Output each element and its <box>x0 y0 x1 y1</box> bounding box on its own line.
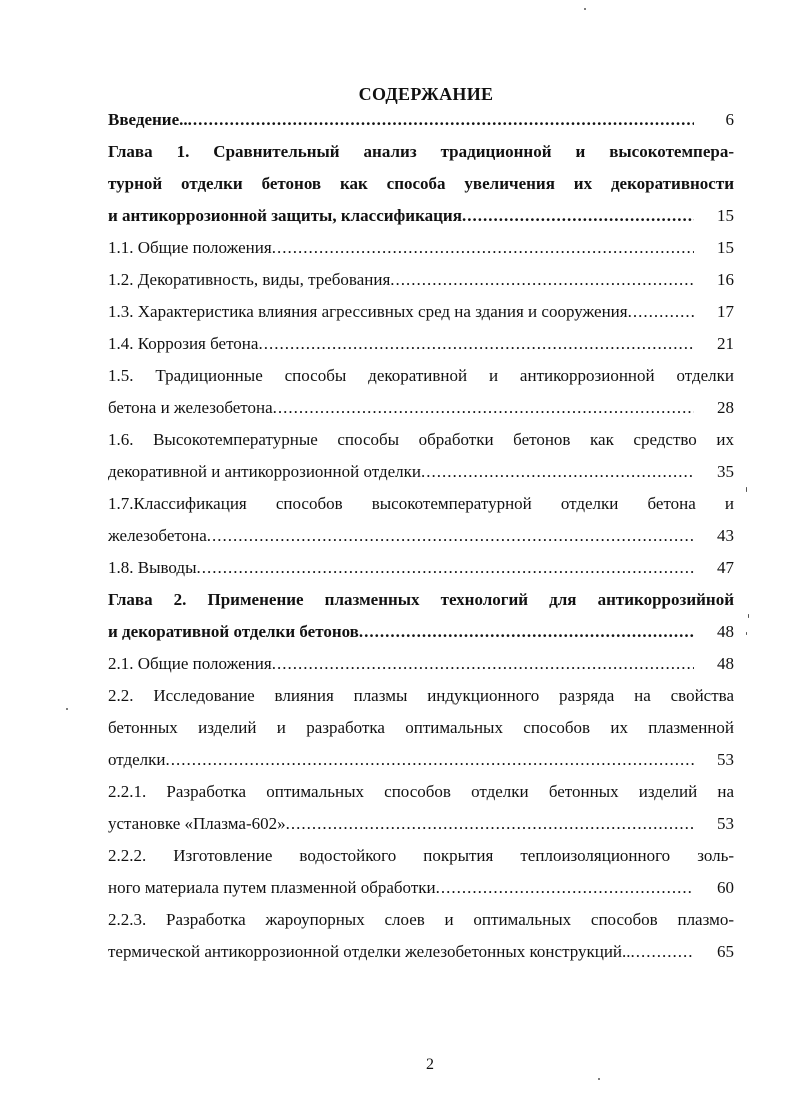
toc-page-number: 35 <box>717 462 734 481</box>
scan-speck <box>66 708 68 710</box>
toc-page-number: 16 <box>717 270 734 289</box>
toc-entry-line <box>108 616 734 648</box>
toc-entry-text: 1.1. Общие положения <box>108 238 272 257</box>
dot-leader <box>273 392 694 424</box>
toc-entry <box>108 264 734 296</box>
toc-entry-line: 2.2.2. Изготовление водостойкого покрытия теплоизоляционного золь- <box>108 846 734 865</box>
toc-entry-line <box>108 872 734 904</box>
toc-entry-text: 1.4. Коррозия бетона <box>108 334 259 353</box>
toc-entry <box>108 104 734 136</box>
dot-leader <box>166 744 694 776</box>
dot-leader <box>436 872 694 904</box>
toc-entry <box>108 296 734 328</box>
dot-leader <box>207 520 694 552</box>
toc-entry-text: установке «Плазма-602» <box>108 814 286 833</box>
toc-entry <box>108 136 734 232</box>
toc-entry-line <box>108 328 734 360</box>
toc-entry <box>108 584 734 648</box>
toc-entry-line <box>108 520 734 552</box>
toc-entry-line <box>108 808 734 840</box>
toc-entry <box>108 904 734 968</box>
dot-leader <box>390 264 694 296</box>
dot-leader <box>197 552 694 584</box>
dot-leader <box>421 456 694 488</box>
dot-leader <box>462 200 694 232</box>
toc-entry-line <box>108 232 734 264</box>
table-of-contents <box>108 104 734 968</box>
toc-entry-line: турной отделки бетонов как способа увеличения их декоративности <box>108 174 734 193</box>
scan-speck <box>746 487 747 492</box>
scan-speck <box>598 1078 600 1080</box>
dot-leader <box>286 808 694 840</box>
toc-entry-text: и декоративной отделки бетонов <box>108 622 359 641</box>
toc-entry-text: бетона и железобетона <box>108 398 273 417</box>
toc-entry-text: 1.3. Характеристика влияния агрессивных сред на здания и сооружения <box>108 302 628 321</box>
toc-entry-line: 1.6. Высокотемпературные способы обработки бетонов как средство их <box>108 430 734 449</box>
toc-page-number: 43 <box>717 526 734 545</box>
toc-page-number: 53 <box>717 750 734 769</box>
toc-page-number: 65 <box>717 942 734 961</box>
toc-entry <box>108 360 734 424</box>
toc-entry-line <box>108 552 734 584</box>
toc-entry-text: отделки <box>108 750 166 769</box>
toc-entry <box>108 424 734 488</box>
page-title: СОДЕРЖАНИЕ <box>358 84 494 104</box>
toc-page-number: 21 <box>717 334 734 353</box>
toc-entry-line <box>108 296 734 328</box>
toc-page-number: 48 <box>717 654 734 673</box>
toc-entry-text: и антикоррозионной защиты, классификация <box>108 206 462 225</box>
toc-entry-line: Глава 1. Сравнительный анализ традиционной и высокотемпера- <box>108 142 734 161</box>
toc-page-number: 6 <box>725 110 734 129</box>
toc-page-number: 15 <box>717 206 734 225</box>
toc-entry-text: 1.8. Выводы <box>108 558 197 577</box>
page-number: 2 <box>426 1056 434 1073</box>
toc-entry-text: Введение.. <box>108 110 188 129</box>
scan-speck <box>748 614 749 618</box>
toc-entry-text: декоративной и антикоррозионной отделки <box>108 462 421 481</box>
dot-leader <box>628 296 694 328</box>
toc-page-number: 53 <box>717 814 734 833</box>
dot-leader <box>359 616 694 648</box>
toc-entry-text: железобетона <box>108 526 207 545</box>
toc-entry <box>108 648 734 680</box>
toc-entry <box>108 232 734 264</box>
toc-entry <box>108 328 734 360</box>
toc-entry-line <box>108 200 734 232</box>
dot-leader <box>258 328 694 360</box>
dot-leader <box>272 232 694 264</box>
toc-entry-text: ного материала путем плазменной обработки <box>108 878 436 897</box>
scan-speck <box>746 632 747 635</box>
toc-page-number: 15 <box>717 238 734 257</box>
toc-entry-line: 2.2.3. Разработка жароупорных слоев и оптимальных способов плазмо- <box>108 910 734 929</box>
toc-entry-text: 2.1. Общие положения <box>108 654 272 673</box>
toc-entry-line <box>108 648 734 680</box>
toc-entry-line: 2.2. Исследование влияния плазмы индукционного разряда на свойства <box>108 686 734 705</box>
toc-entry-line <box>108 744 734 776</box>
toc-entry <box>108 488 734 552</box>
toc-page-number: 60 <box>717 878 734 897</box>
toc-entry-line: 2.2.1. Разработка оптимальных способов отделки бетонных изделий на <box>108 782 734 801</box>
toc-entry-line <box>108 456 734 488</box>
toc-entry-line: 1.7.Классификация способов высокотемпературной отделки бетона и <box>108 494 734 513</box>
toc-page-number: 28 <box>717 398 734 417</box>
toc-entry <box>108 552 734 584</box>
toc-page-number: 47 <box>717 558 734 577</box>
toc-entry-line <box>108 392 734 424</box>
toc-entry-line: Глава 2. Применение плазменных технологий для антикоррозийной <box>108 590 734 609</box>
toc-entry-text: термической антикоррозионной отделки железобетонных конструкций.. <box>108 942 631 961</box>
scan-speck <box>584 8 586 10</box>
toc-entry-line <box>108 264 734 296</box>
toc-entry-line <box>108 104 734 136</box>
toc-entry-text: 1.2. Декоративность, виды, требования <box>108 270 391 289</box>
toc-entry <box>108 776 734 840</box>
dot-leader <box>272 648 694 680</box>
toc-entry-line <box>108 936 734 968</box>
toc-page-number: 48 <box>717 622 734 641</box>
toc-page-number: 17 <box>717 302 734 321</box>
toc-entry <box>108 680 734 776</box>
toc-entry-line: бетонных изделий и разработка оптимальных способов их плазменной <box>108 718 734 737</box>
toc-entry-line: 1.5. Традиционные способы декоративной и антикоррозионной отделки <box>108 366 734 385</box>
toc-entry <box>108 840 734 904</box>
dot-leader <box>631 936 694 968</box>
dot-leader <box>188 104 694 136</box>
